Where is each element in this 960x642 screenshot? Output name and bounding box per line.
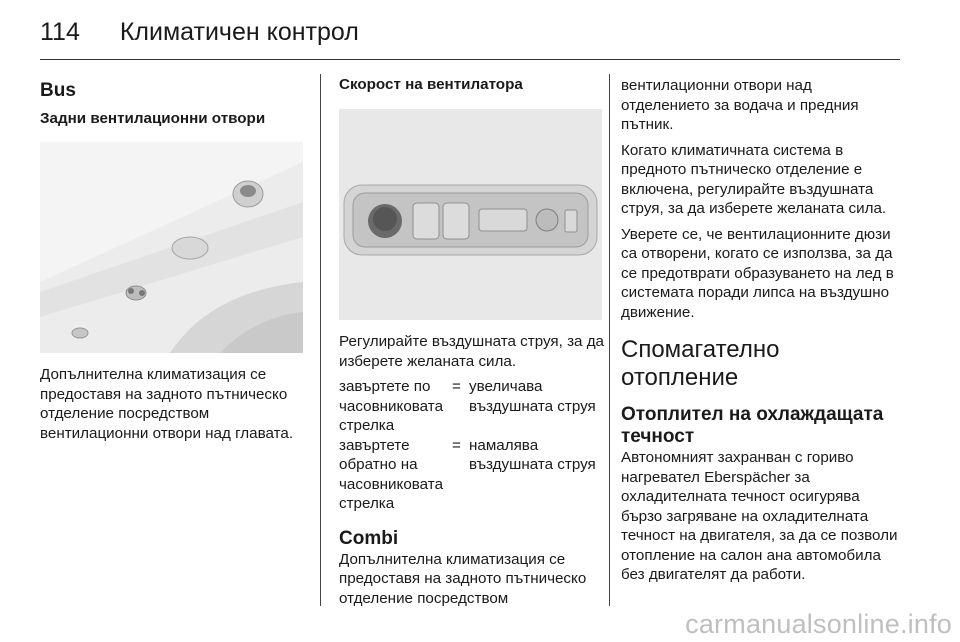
vents-continued-paragraph: вентилационни отвори над отделението за водача и предния пътник.	[621, 77, 859, 133]
subheading-coolant-heater: Отоплител на охлаждащата течност	[621, 404, 884, 447]
table-cell-equals: =	[452, 378, 461, 395]
subheading-fan-speed: Скорост на вентилатора	[339, 76, 523, 93]
combi-paragraph: Допълнителна климатизация се предоставя на задното пътническо отделение посредством	[339, 550, 587, 607]
column-divider-2	[609, 74, 610, 606]
ice-prevention-paragraph: Уверете се, че вентилационните дюзи са отворени, когато се използва, за да се предотврати образуването на лед в системата поради липса на въздушно движение.	[621, 225, 894, 321]
section-heading-bus: Bus	[40, 80, 76, 101]
fan-control-illustration	[339, 109, 602, 320]
column-3	[621, 76, 903, 585]
table-cell-equals: =	[452, 436, 461, 454]
subheading-rear-vents: Задни вентилационни отвори	[40, 110, 266, 127]
fan-control-svg	[339, 109, 602, 320]
rear-vents-paragraph: Допълнителна климатизация се предоставя на задното пътническо отделение посредством вентилационни отвори над главата.	[40, 366, 294, 442]
table-cell-result: намалява въздушната струя	[469, 436, 596, 473]
column-2	[339, 76, 604, 608]
column-1	[40, 76, 304, 443]
page-number: 114	[40, 17, 80, 46]
fan-speed-paragraph: Регулирайте въздушната струя, за да изберете желаната сила.	[339, 333, 605, 370]
table-row	[339, 436, 604, 514]
watermark: carmanualsonline.info	[685, 609, 952, 639]
table-row	[339, 377, 604, 436]
header-rule	[40, 59, 900, 60]
rear-vents-illustration	[40, 142, 303, 353]
climate-on-paragraph: Когато климатичната система в предното пътническо отделение е включена, регулирайте въздушната струя, за да изберете желаната сила.	[621, 141, 887, 217]
table-cell-action: завъртете по часовниковата стрелка	[339, 378, 444, 434]
column-divider-1	[320, 74, 321, 606]
rotation-table	[339, 377, 604, 514]
page-header	[40, 14, 359, 50]
table-cell-result: увеличава въздушната струя	[469, 378, 596, 415]
section-heading-aux-heating: Спомагателно отопление	[621, 336, 780, 391]
coolant-heater-paragraph: Автономният захранван с гориво нагревател Eberspächer за охладителната течност осигурява бързо загряване на охладителната течност на двигателя, за да се позволи отопление на салон ана автомобила без двигателят да работи.	[621, 449, 898, 583]
section-heading-combi: Combi	[339, 527, 399, 549]
table-cell-action: завъртете обратно на часовниковата стрелка	[339, 436, 444, 512]
rear-vents-svg	[40, 142, 303, 353]
page-title: Климатичен контрол	[119, 17, 359, 46]
